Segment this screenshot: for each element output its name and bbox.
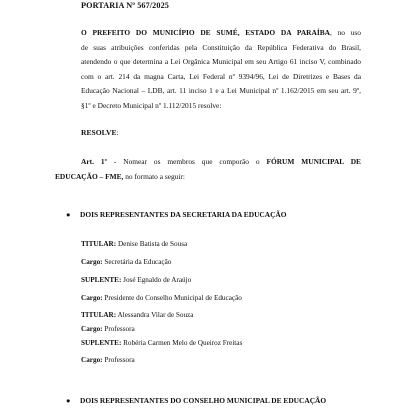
forum-name-b: EDUCAÇÃO – FME, — [55, 171, 124, 181]
member-value: Alessandra Vilar de Souza — [116, 311, 194, 319]
member-value: Secretária da Educação — [102, 258, 172, 266]
bullet-icon: ● — [66, 396, 71, 405]
member-key: Cargo: — [81, 356, 103, 364]
article-text-b: no formato a seguir: — [123, 171, 185, 181]
preamble-line1-rest: , no uso — [330, 28, 362, 37]
member-key: SUPLENTE: — [81, 276, 122, 284]
section-heading-text: DOIS REPRESENTANTES DA SECRETARIA DA EDUCAÇÃO — [80, 210, 287, 219]
portaria-title: PORTARIA Nº 567/2025 — [81, 1, 169, 10]
member-line — [81, 258, 171, 266]
member-value: Denise Batista de Sousa — [116, 240, 188, 248]
member-line — [81, 294, 242, 302]
member-key: Cargo: — [81, 325, 103, 333]
section-heading-text: DOIS REPRESENTANTES DO CONSELHO MUNICIPAL DE EDUCAÇÃO — [80, 396, 327, 405]
preamble-line-4: com o art. 214 da magna Carta, Lei Federal nº 9394/96, Lei de Diretrizes e Bases da — [81, 71, 361, 81]
member-value: Professora — [102, 325, 135, 333]
member-key: SUPLENTE: — [81, 339, 122, 347]
member-key: Cargo: — [81, 294, 103, 302]
preamble-line-1 — [55, 26, 361, 41]
article-1-paragraph — [55, 155, 361, 184]
member-key: Cargo: — [81, 258, 103, 266]
preamble-line-2: de suas atribuições conferidas pela Constituição da República Federativa do Brasil, — [81, 42, 361, 52]
bullet-icon: ● — [66, 210, 71, 219]
article-line-2 — [55, 170, 361, 185]
resolve-heading — [81, 128, 119, 137]
resolve-label: RESOLVE — [81, 128, 117, 137]
article-line-1 — [55, 155, 361, 170]
member-key: TITULAR: — [81, 240, 117, 248]
preamble-line-6: §1º e Decreto Municipal nº 1.112/2015 resolve: — [81, 100, 222, 110]
preamble-line-3: atendendo o que determina a Lei Orgânica Municipal em seu Artigo 61 inciso V, combinado — [81, 57, 361, 67]
member-line — [81, 325, 135, 333]
member-line — [81, 311, 193, 319]
member-line — [81, 240, 187, 248]
resolve-colon: : — [116, 128, 119, 137]
member-line — [81, 276, 191, 284]
article-label: Art. 1º — [81, 157, 107, 166]
article-text-a: - Nomear os membros que comporão o — [106, 157, 267, 166]
member-line — [81, 356, 135, 364]
preamble-lead: O PREFEITO DO MUNICÍPIO DE SUMÉ, ESTADO DA PARAÍBA — [81, 28, 331, 37]
member-key: TITULAR: — [81, 311, 117, 319]
member-value: Professora — [102, 356, 135, 364]
preamble-line-5: Educação Nacional – LDB, art. 11 inciso 1 e a Lei Municipal nº 1.162/2015 em seu art. 9º, — [81, 86, 361, 96]
member-value: José Egnaldo de Araújo — [121, 276, 192, 284]
member-value: Robéria Carmen Melo de Queiroz Freitas — [121, 339, 243, 347]
preamble-paragraph — [55, 26, 361, 114]
forum-name-a: FÓRUM MUNICIPAL DE — [266, 157, 361, 166]
member-value: Presidente do Conselho Municipal de Educação — [102, 294, 242, 302]
member-line — [81, 339, 242, 347]
